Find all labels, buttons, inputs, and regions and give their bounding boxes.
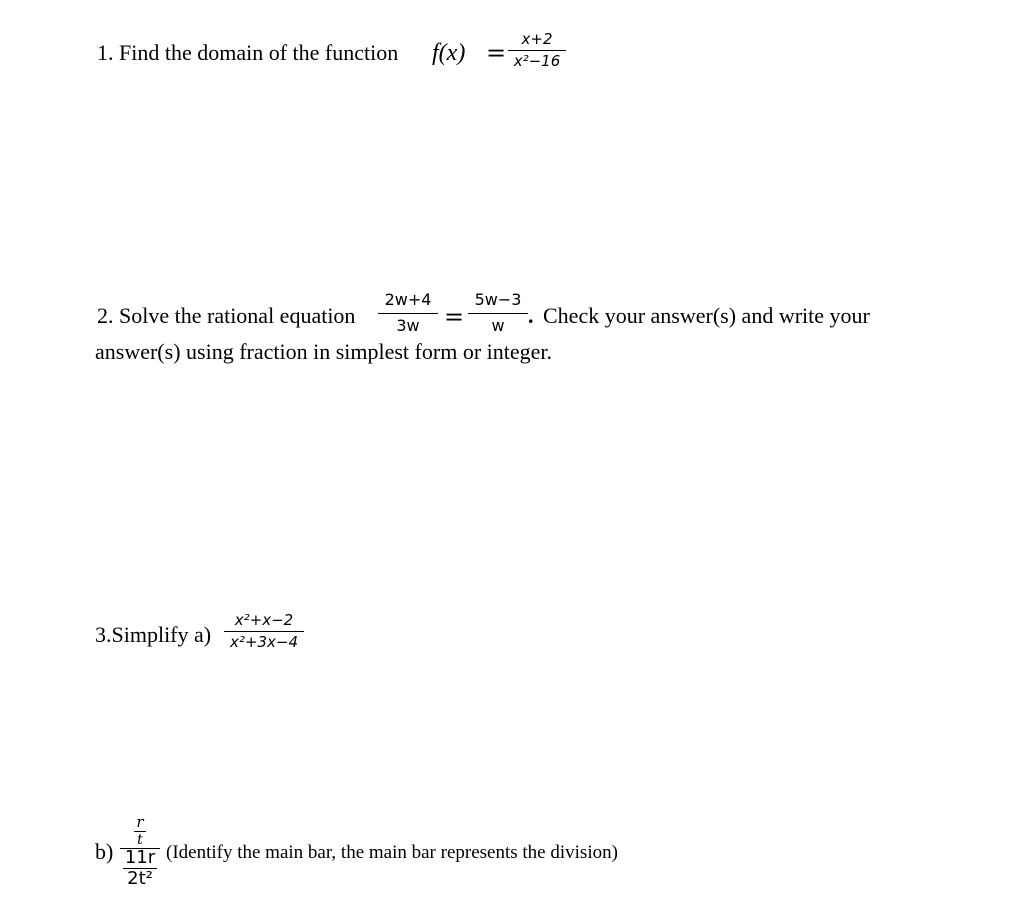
question-2-right-numerator: 5w−3 [474, 290, 522, 309]
question-1-denominator: x²−16 [513, 52, 561, 70]
question-2-right-denominator: w [491, 316, 505, 335]
question-2-left-numerator: 2w+4 [384, 290, 432, 309]
question-3b-inner-numerator: r [136, 813, 144, 831]
question-3a-prefix: 3.Simplify a) [95, 622, 212, 647]
question-2-equals: = [444, 303, 465, 331]
question-2-left-fraction [378, 292, 438, 334]
question-2-dot: . [528, 303, 534, 328]
question-1-prefix: 1. Find the domain of the function [97, 40, 399, 65]
question-3b-complex-fraction [120, 815, 160, 888]
question-1-text [97, 40, 398, 66]
question-3b-label: b) [95, 839, 114, 864]
question-1-equals: = [486, 39, 507, 67]
question-1-fraction [508, 32, 566, 69]
question-2-line-2: answer(s) using fraction in simplest form or integer. [95, 339, 553, 364]
question-3a-numerator: x²+x−2 [234, 611, 294, 629]
question-3b-middle: 11r [124, 847, 156, 868]
question-1-function-name: f(x) [432, 40, 466, 66]
question-3b-inner-denominator: t [137, 832, 143, 848]
question-3a-denominator: x²+3x−4 [230, 633, 298, 651]
question-2-suffix: Check your answer(s) and write your [543, 303, 870, 328]
question-1-numerator: x+2 [521, 30, 553, 48]
question-2-right-fraction [468, 292, 528, 334]
question-3b-note: (Identify the main bar, the main bar represents the division) [166, 842, 618, 863]
question-2-prefix: 2. Solve the rational equation [97, 303, 356, 328]
question-3b-bottom: 2t² [127, 868, 153, 889]
question-2-left-denominator: 3w [396, 316, 420, 335]
question-3a-fraction [224, 613, 304, 650]
